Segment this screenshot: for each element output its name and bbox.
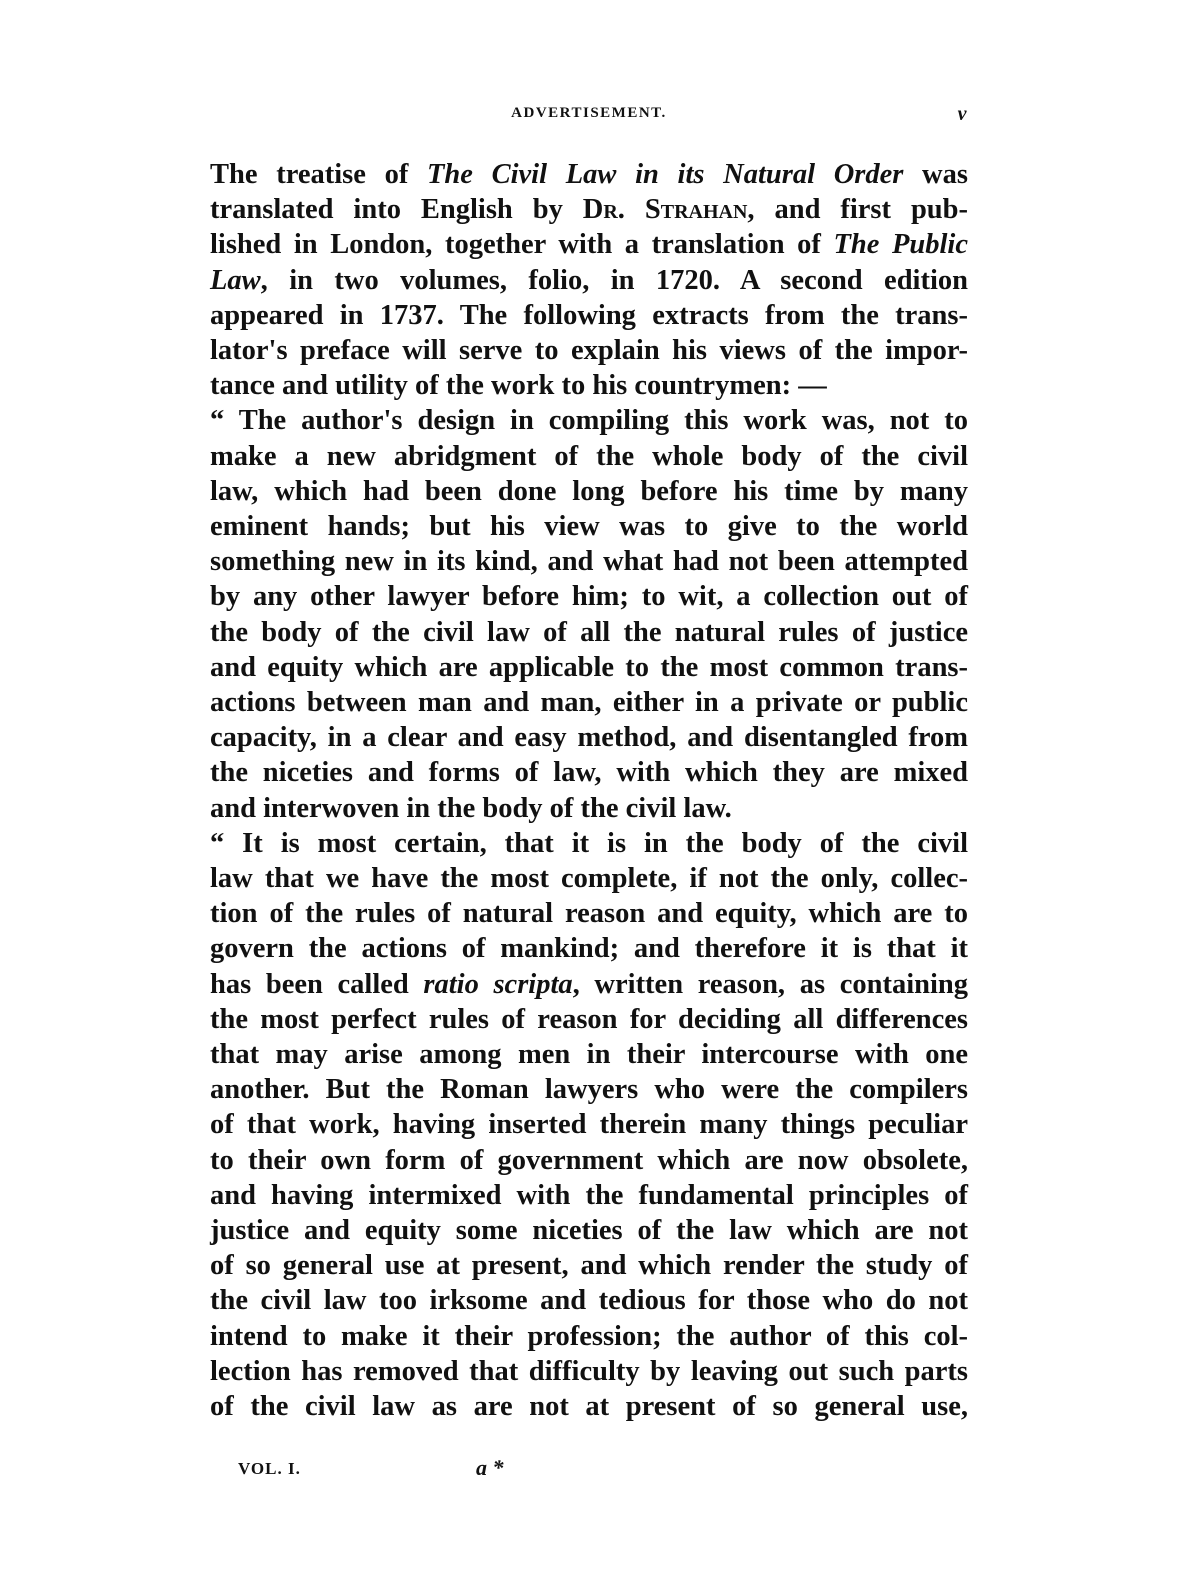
text-line (210, 755, 968, 791)
text-line (210, 1072, 968, 1108)
text-segment: , in two volumes, folio, in 1720. A second edition (260, 264, 968, 296)
text-segment: “ It is most certain, that it is in the body of the civil (210, 827, 968, 859)
author-name: Dr. Strahan (582, 194, 748, 226)
italic-title: Law (210, 264, 261, 296)
text-segment: of the civil law as are not at present of so general use, (210, 1391, 968, 1422)
text-segment: and equity which are applicable to the most common trans- (210, 651, 968, 683)
text-segment: “ The author's design in compiling this work was, not to (210, 405, 968, 437)
text-line (210, 474, 968, 510)
text-segment: by any other lawyer before him; to wit, a collection out of (210, 581, 968, 613)
text-line (210, 579, 968, 615)
text-line (210, 403, 968, 439)
text-line (210, 861, 968, 897)
text-segment: govern the actions of mankind; and therefore it is that it (210, 933, 968, 965)
text-segment: lished in London, together with a translation of (210, 229, 834, 261)
text-line (210, 192, 968, 228)
text-line (210, 896, 968, 932)
text-segment: appeared in 1737. The following extracts from the trans- (210, 299, 968, 331)
text-line (210, 650, 968, 686)
page-footer (238, 1455, 638, 1481)
text-line (210, 685, 968, 721)
text-line (210, 1283, 968, 1319)
page-title: ADVERTISEMENT. (511, 105, 667, 121)
text-line (210, 227, 968, 263)
text-line (210, 263, 968, 299)
text-line (210, 1354, 968, 1390)
text-line (210, 439, 968, 475)
text-segment: , written reason, as containing (572, 968, 968, 1000)
text-segment: something new in its kind, and what had not been attempted (210, 546, 968, 578)
text-segment: actions between man and man, either in a private or public (210, 687, 968, 718)
italic-title: ratio scripta (423, 968, 573, 1000)
text-segment: make a new abridgment of the whole body of the civil (210, 440, 968, 472)
text-segment: of so general use at present, and which render the study of (210, 1250, 968, 1282)
text-segment: another. But the Roman lawyers who were the compilers (210, 1074, 968, 1106)
running-head (210, 103, 968, 127)
volume-label: VOL. I. (238, 1459, 301, 1478)
text-segment: the niceties and forms of law, with which they are mixed (210, 757, 968, 789)
text-line (210, 1143, 968, 1179)
text-segment: that may arise among men in their intercourse with one (210, 1039, 968, 1070)
text-line (210, 298, 968, 334)
italic-title: The Public (833, 229, 969, 261)
text-segment: tance and utility of the work to his countrymen: — (210, 370, 827, 402)
text-line (210, 967, 968, 1003)
italic-title: The Civil Law in its Natural Order (427, 159, 904, 190)
text-segment: capacity, in a clear and easy method, and disentangled from (210, 722, 968, 754)
text-line (210, 826, 968, 862)
text-line (210, 1213, 968, 1249)
text-line (210, 1178, 968, 1214)
text-segment: and interwoven in the body of the civil law. (210, 792, 732, 824)
text-segment: was (903, 159, 968, 190)
text-segment: translated into English by (210, 194, 583, 226)
text-segment: law that we have the most complete, if not the only, collec- (210, 863, 968, 894)
text-line (210, 720, 968, 756)
text-segment: lection has removed that difficulty by leaving out such parts (210, 1355, 968, 1387)
text-segment: , and first pub- (747, 194, 968, 226)
text-segment: eminent hands; but his view was to give to the world (210, 511, 968, 542)
text-segment: justice and equity some niceties of the law which are not (210, 1215, 968, 1246)
text-line (210, 1107, 968, 1143)
text-segment: to their own form of government which are now obsolete, (210, 1144, 968, 1176)
text-line (210, 1389, 968, 1425)
text-line (210, 1037, 968, 1073)
text-segment: and having intermixed with the fundamental principles of (210, 1179, 968, 1211)
text-line (210, 1319, 968, 1355)
text-line (210, 368, 968, 404)
text-line (210, 544, 968, 580)
page-number: v (957, 103, 968, 125)
text-segment: the civil law too irksome and tedious for those who do not (210, 1285, 968, 1317)
text-line (210, 1002, 968, 1038)
text-line (210, 157, 968, 193)
text-segment: tion of the rules of natural reason and equity, which are to (210, 898, 968, 930)
text-line (210, 791, 968, 827)
signature-mark: a * (476, 1455, 504, 1480)
text-segment: the body of the civil law of all the natural rules of justice (210, 616, 968, 648)
text-line (210, 509, 968, 545)
text-segment: intend to make it their profession; the author of this col- (210, 1320, 968, 1352)
text-line (210, 931, 968, 967)
text-segment: The treatise of (210, 159, 427, 190)
text-line (210, 333, 968, 369)
text-segment: lator's preface will serve to explain his views of the impor- (210, 335, 968, 366)
text-segment: the most perfect rules of reason for deciding all differences (210, 1003, 968, 1035)
text-line (210, 1248, 968, 1284)
text-segment: has been called (210, 968, 424, 1000)
text-segment: law, which had been done long before his time by many (210, 475, 968, 507)
text-segment: of that work, having inserted therein many things peculiar (210, 1109, 968, 1141)
text-line (210, 615, 968, 651)
